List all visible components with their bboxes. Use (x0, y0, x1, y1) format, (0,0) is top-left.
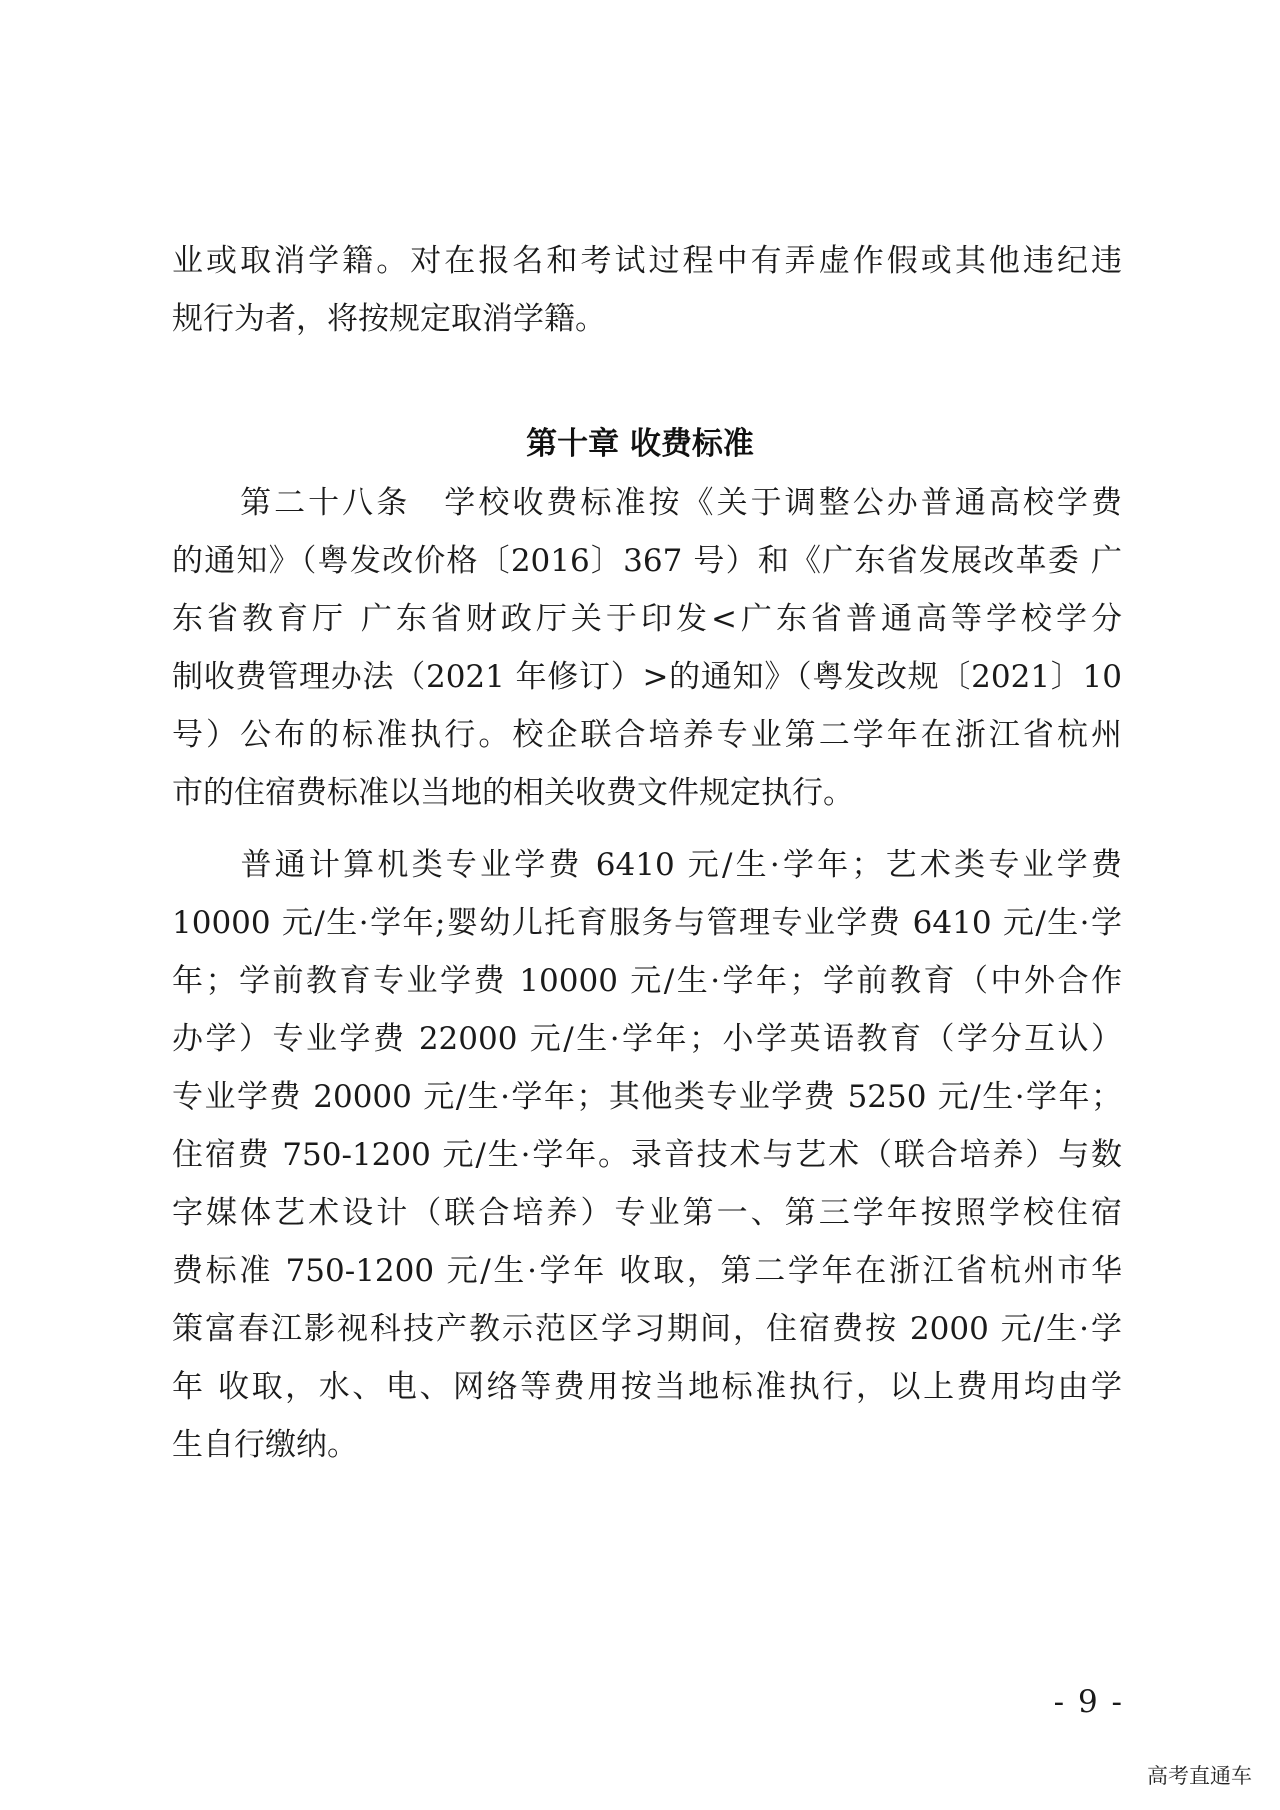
text-line: 制收费管理办法（2021 年修订）>的通知》（粤发改规〔2021〕10 (172, 659, 1122, 695)
article-28-paragraph (172, 474, 1122, 822)
text-line: 费标准 750-1200 元/生·学年 收取，第二学年在浙江省杭州市华 (172, 1253, 1122, 1289)
text-line: 10000 元/生·学年;婴幼儿托育服务与管理专业学费 6410 元/生·学 (172, 905, 1122, 941)
text-line: 生自行缴纳。 (172, 1427, 358, 1463)
watermark-text: 高考直通车 (1147, 1764, 1252, 1788)
text-line: 第二十八条 学校收费标准按《关于调整公办普通高校学费 (172, 485, 1122, 521)
text-line: 的通知》（粤发改价格〔2016〕367 号）和《广东省发展改革委 广 (172, 543, 1122, 579)
text-line: 普通计算机类专业学费 6410 元/生·学年；艺术类专业学费 (172, 847, 1122, 883)
text-line: 住宿费 750-1200 元/生·学年。录音技术与艺术（联合培养）与数 (172, 1137, 1122, 1173)
text-line: 规行为者，将按规定取消学籍。 (172, 301, 606, 337)
page-number: - 9 - (1053, 1684, 1124, 1720)
text-line: 号）公布的标准执行。校企联合培养专业第二学年在浙江省杭州 (172, 717, 1122, 753)
text-line: 字媒体艺术设计（联合培养）专业第一、第三学年按照学校住宿 (172, 1195, 1122, 1231)
text-line: 年；学前教育专业学费 10000 元/生·学年；学前教育（中外合作 (172, 963, 1122, 999)
text-line: 业或取消学籍。对在报名和考试过程中有弄虚作假或其他违纪违 (172, 243, 1122, 279)
continuation-paragraph (172, 232, 1122, 348)
text-line: 策富春江影视科技产教示范区学习期间，住宿费按 2000 元/生·学 (172, 1311, 1122, 1347)
fee-standard-paragraph (172, 836, 1122, 1474)
chapter-heading: 第十章 收费标准 (526, 426, 754, 462)
text-line: 年 收取，水、电、网络等费用按当地标准执行，以上费用均由学 (172, 1369, 1122, 1405)
text-line: 市的住宿费标准以当地的相关收费文件规定执行。 (172, 775, 854, 811)
text-line: 办学）专业学费 22000 元/生·学年；小学英语教育（学分互认） (172, 1021, 1122, 1057)
text-line: 专业学费 20000 元/生·学年；其他类专业学费 5250 元/生·学年； (172, 1079, 1122, 1115)
text-line: 东省教育厅 广东省财政厅关于印发<广东省普通高等学校学分 (172, 601, 1122, 637)
